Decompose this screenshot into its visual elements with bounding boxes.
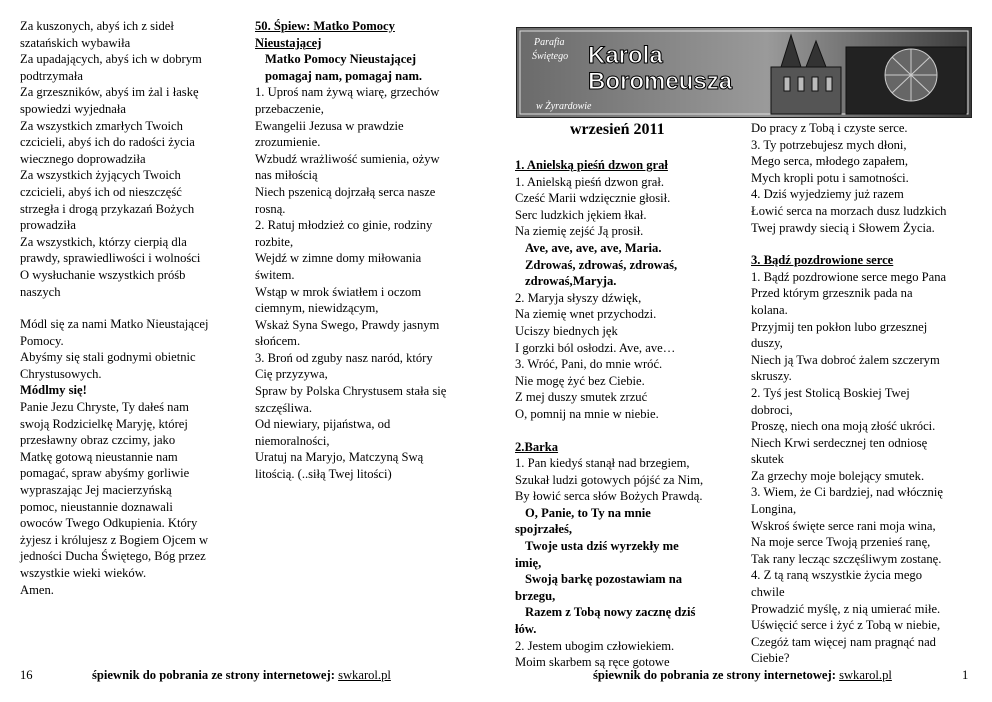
text-line: czcicieli, abyś ich do radości życia <box>20 135 195 150</box>
footer-left <box>92 668 391 683</box>
text-line: Longina, <box>751 502 797 517</box>
text-line: Za wszystkich zmarłych Twoich <box>20 118 183 133</box>
text-line <box>20 300 240 316</box>
text-line: litością. (..siłą Twej litości) <box>255 467 392 482</box>
text-line: 1. Anielską pieśń dzwon grał <box>515 158 668 172</box>
text-line: Przed którym grzesznik pada na <box>751 286 913 301</box>
text-line: 4. Dziś wyjedziemy już razem <box>751 187 904 202</box>
text-line: Twej prawdy siecią i Słowem Życia. <box>751 220 935 235</box>
text-line: pomagać, spraw abyśmy gorliwie <box>20 466 190 481</box>
text-line: Niech ją Twa dobroć żalem szczerym <box>751 352 940 367</box>
text-line: rosną. <box>255 201 286 216</box>
text-line: 50. Śpiew: Matko Pomocy <box>255 19 395 33</box>
text-line: Matko Pomocy Nieustającej <box>265 52 417 67</box>
text-line: 4. Z tą raną wszystkie życia mego <box>751 568 922 583</box>
text-line: Ewangelii Jezusa w prawdzie <box>255 118 404 133</box>
text-line: spowiedzi wyjednała <box>20 101 126 116</box>
page16-column-right <box>255 18 480 483</box>
text-line: Przyjmij ten pokłon lubo grzesznej <box>751 319 928 334</box>
text-line: przebaczenie, <box>255 101 324 116</box>
text-line: Tak rany lecząc szczęśliwym zostanę. <box>751 551 942 566</box>
text-line: Niech Krwi serdecznej ten odniosę <box>751 435 928 450</box>
text-line: O, pomnij na mnie w niebie. <box>515 406 659 421</box>
text-line: pomoc, nieustannie doznawali <box>20 499 173 514</box>
text-line: 1. Pan kiedyś stanął nad brzegiem, <box>515 456 690 471</box>
text-line: 1. Anielską pieśń dzwon grał. <box>515 174 664 189</box>
text-line: 3. Ty potrzebujesz mych dłoni, <box>751 137 907 152</box>
text-line: Ave, ave, ave, ave, Maria. <box>525 240 662 255</box>
banner-line1: Parafia <box>534 37 565 48</box>
text-line: O, Panie, to Ty na mnie <box>525 505 651 520</box>
text-line: Proszę, niech ona moją złość ukróci. <box>751 419 936 434</box>
text-line: żyjesz i królujesz z Bogiem Ojcem w <box>20 532 209 547</box>
text-line: zrozumienie. <box>255 135 321 150</box>
text-line: prawdy, sprawiedliwości i wolności <box>20 251 201 266</box>
text-line: wszystkie wieki wieków. <box>20 566 147 580</box>
text-line: Na ziemię wnet przychodzi. <box>515 307 657 322</box>
text-line: nas miłością <box>255 168 318 183</box>
text-line: 2. Jestem ubogim człowiekiem. <box>515 638 675 653</box>
text-line: Moim skarbem są ręce gotowe <box>515 655 670 670</box>
text-line: Cześć Marii wdzięcznie głosił. <box>515 191 671 206</box>
text-line: skruszy. <box>751 369 792 384</box>
text-line: Łowić serca na morzach dusz ludzkich <box>751 203 947 218</box>
text-line: Na moje serce Twoją przenieś ranę, <box>751 535 931 550</box>
text-line: 2. Tyś jest Stolicą Boskiej Twej <box>751 385 910 400</box>
text-line: Uświęcić serce i żyć z Tobą w niebie, <box>751 618 941 633</box>
text-line: I gorzki ból osłodzi. Ave, ave… <box>515 340 676 355</box>
text-line: Wskaż Syna Swego, Prawdy jasnym <box>255 317 440 332</box>
text-line: 3. Broń od zguby nasz naród, który <box>255 350 433 365</box>
text-line: Cię przyzywa, <box>255 367 328 382</box>
text-line: prowadziła <box>20 218 76 233</box>
text-line: Do pracy z Tobą i czyste serce. <box>751 121 908 135</box>
text-line: Za upadających, abyś ich w dobrym <box>20 52 202 67</box>
footer-right-text: śpiewnik do pobrania ze strony internetowej: <box>593 668 836 682</box>
text-line: Swoją barkę pozostawiam na <box>525 572 683 587</box>
banner-line2: Świętego <box>532 51 569 62</box>
text-line: Razem z Tobą nowy zacznę dziś <box>525 605 696 620</box>
text-line: pomagaj nam, pomagaj nam. <box>265 68 423 83</box>
text-line: Wzbudź wrażliwość sumienia, ożyw <box>255 151 440 166</box>
text-line: podtrzymała <box>20 68 83 83</box>
text-line: słońcem. <box>255 334 301 349</box>
page1-column-right <box>751 120 981 667</box>
page-number-right: 1 <box>962 668 969 682</box>
text-line: niemoralności, <box>255 433 330 448</box>
text-line: brzegu, <box>515 588 556 603</box>
text-line: strzegła i drogą przykazań Bożych <box>20 201 195 216</box>
text-line: Za wszystkich, którzy cierpią dla <box>20 234 187 249</box>
banner-name2: Boromeusza <box>588 68 733 95</box>
text-line: Mych kropli potu i samotności. <box>751 170 909 185</box>
text-line: Spraw by Polska Chrystusem stała się <box>255 384 447 399</box>
text-line: duszy, <box>751 336 783 351</box>
text-line: Matkę gotową nieustannie nam <box>20 449 178 464</box>
text-line: kolana. <box>751 302 788 317</box>
text-line: Wstąp w mrok światłem i oczom <box>255 284 422 299</box>
text-line: świtem. <box>255 267 295 282</box>
text-line: Wskroś święte serce rani moja wina, <box>751 518 936 533</box>
footer-left-link[interactable]: swkarol.pl <box>338 668 391 682</box>
text-line: Z mej duszy smutek zrzuć <box>515 390 648 405</box>
footer-left-text: śpiewnik do pobrania ze strony internetowej: <box>92 668 335 682</box>
text-line: dobroci, <box>751 402 793 417</box>
text-line: Módlmy się! <box>20 383 87 398</box>
parish-banner <box>516 27 972 118</box>
page1-column-left <box>515 157 740 671</box>
text-line: Za grzechy moje bolejący smutek. <box>751 468 925 483</box>
text-line: Módl się za nami Matko Nieustającej <box>20 317 209 332</box>
text-line: Od niewiary, pijaństwa, od <box>255 417 391 432</box>
text-line: Chrystusowych. <box>20 366 102 381</box>
page16-column-left <box>20 18 240 598</box>
text-line: Za grzeszników, abyś im żal i łaskę <box>20 85 199 100</box>
text-line: Mego serca, młodego zapałem, <box>751 154 909 169</box>
text-line: Za wszystkich żyjących Twoich <box>20 168 181 183</box>
text-line: Czegóż tam więcej nam pragnąć nad <box>751 634 936 649</box>
text-line: szatańskich wybawiła <box>20 35 131 50</box>
text-line: wiecznego doprowadziła <box>20 151 146 166</box>
text-line: swoją Rodzicielkę Maryję, której <box>20 416 188 431</box>
page-number-left: 16 <box>20 668 33 682</box>
text-line: chwile <box>751 585 785 600</box>
text-line: 2.Barka <box>515 439 559 454</box>
text-line: Uratuj na Maryjo, Matczyną Swą <box>255 450 424 465</box>
text-line: Nie mogę żyć bez Ciebie. <box>515 373 645 388</box>
text-line: jedności Ducha Świętego, Bóg przez <box>20 549 206 564</box>
text-line: skutek <box>751 452 784 467</box>
text-line: Za kuszonych, abyś ich z sideł <box>20 19 174 33</box>
text-line: łów. <box>515 622 537 637</box>
text-line: przesławny obraz czcimy, jako <box>20 433 176 448</box>
text-line <box>751 236 981 252</box>
text-line: spojrzałeś, <box>515 522 573 537</box>
footer-right <box>593 668 892 683</box>
text-line: 2. Ratuj młodzież co ginie, rodziny <box>255 218 433 233</box>
text-line: zdrowaś,Maryja. <box>525 274 617 289</box>
text-line: Niech pszenicą dojrzałą serca nasze <box>255 184 436 199</box>
footer-right-link[interactable]: swkarol.pl <box>839 668 892 682</box>
text-line: Na ziemię zejść Ją prosił. <box>515 224 644 239</box>
banner-name1: Karola <box>588 42 663 69</box>
issue-date: wrzesień 2011 <box>570 121 665 138</box>
text-line: By łowić serca słów Bożych Prawdą. <box>515 489 703 504</box>
text-line: Prowadzić myślę, z nią umierać miłe. <box>751 601 941 616</box>
text-line: 1. Bądź pozdrowione serce mego Pana <box>751 269 947 284</box>
text-line: Zdrowaś, zdrowaś, zdrowaś, <box>525 257 678 272</box>
text-line: naszych <box>20 284 61 299</box>
text-line: imię, <box>515 555 542 570</box>
text-line: 2. Maryja słyszy dźwięk, <box>515 290 642 305</box>
text-line: O wysłuchanie wszystkich próśb <box>20 267 186 282</box>
text-line: Abyśmy się stali godnymi obietnic <box>20 350 196 365</box>
text-line: Amen. <box>20 582 54 597</box>
text-line: Twoje usta dziś wyrzekły me <box>525 539 679 554</box>
text-line: Panie Jezu Chryste, Ty dałeś nam <box>20 400 189 415</box>
text-line: Wejdź w zimne domy miłowania <box>255 251 422 266</box>
text-line: 3. Wiem, że Ci bardziej, nad włócznię <box>751 485 943 500</box>
text-line: 3. Wróć, Pani, do mnie wróć. <box>515 357 663 372</box>
text-line <box>515 423 740 439</box>
banner-place: w Żyrardowie <box>536 101 592 112</box>
text-line: szczęśliwa. <box>255 400 312 415</box>
text-line: owoców Twego Odkupienia. Który <box>20 516 198 531</box>
text-line: 3. Bądź pozdrowione serce <box>751 253 894 268</box>
text-line: 1. Uproś nam żywą wiarę, grzechów <box>255 85 440 100</box>
text-line: Szukał ludzi gotowych pójść za Nim, <box>515 472 704 487</box>
text-line: Ciebie? <box>751 651 790 666</box>
text-line: Uciszy biednych jęk <box>515 323 618 338</box>
text-line: wypraszając Jej macierzyńską <box>20 483 172 498</box>
text-line: rozbite, <box>255 234 294 249</box>
text-line: Pomocy. <box>20 333 64 348</box>
text-line: ciemnym, niewidzącym, <box>255 301 379 316</box>
text-line: Serc ludzkich jękiem łkał. <box>515 207 647 222</box>
text-line: Nieustającej <box>255 35 322 50</box>
text-line: czcicieli, abyś ich od nieszczęść <box>20 184 182 199</box>
